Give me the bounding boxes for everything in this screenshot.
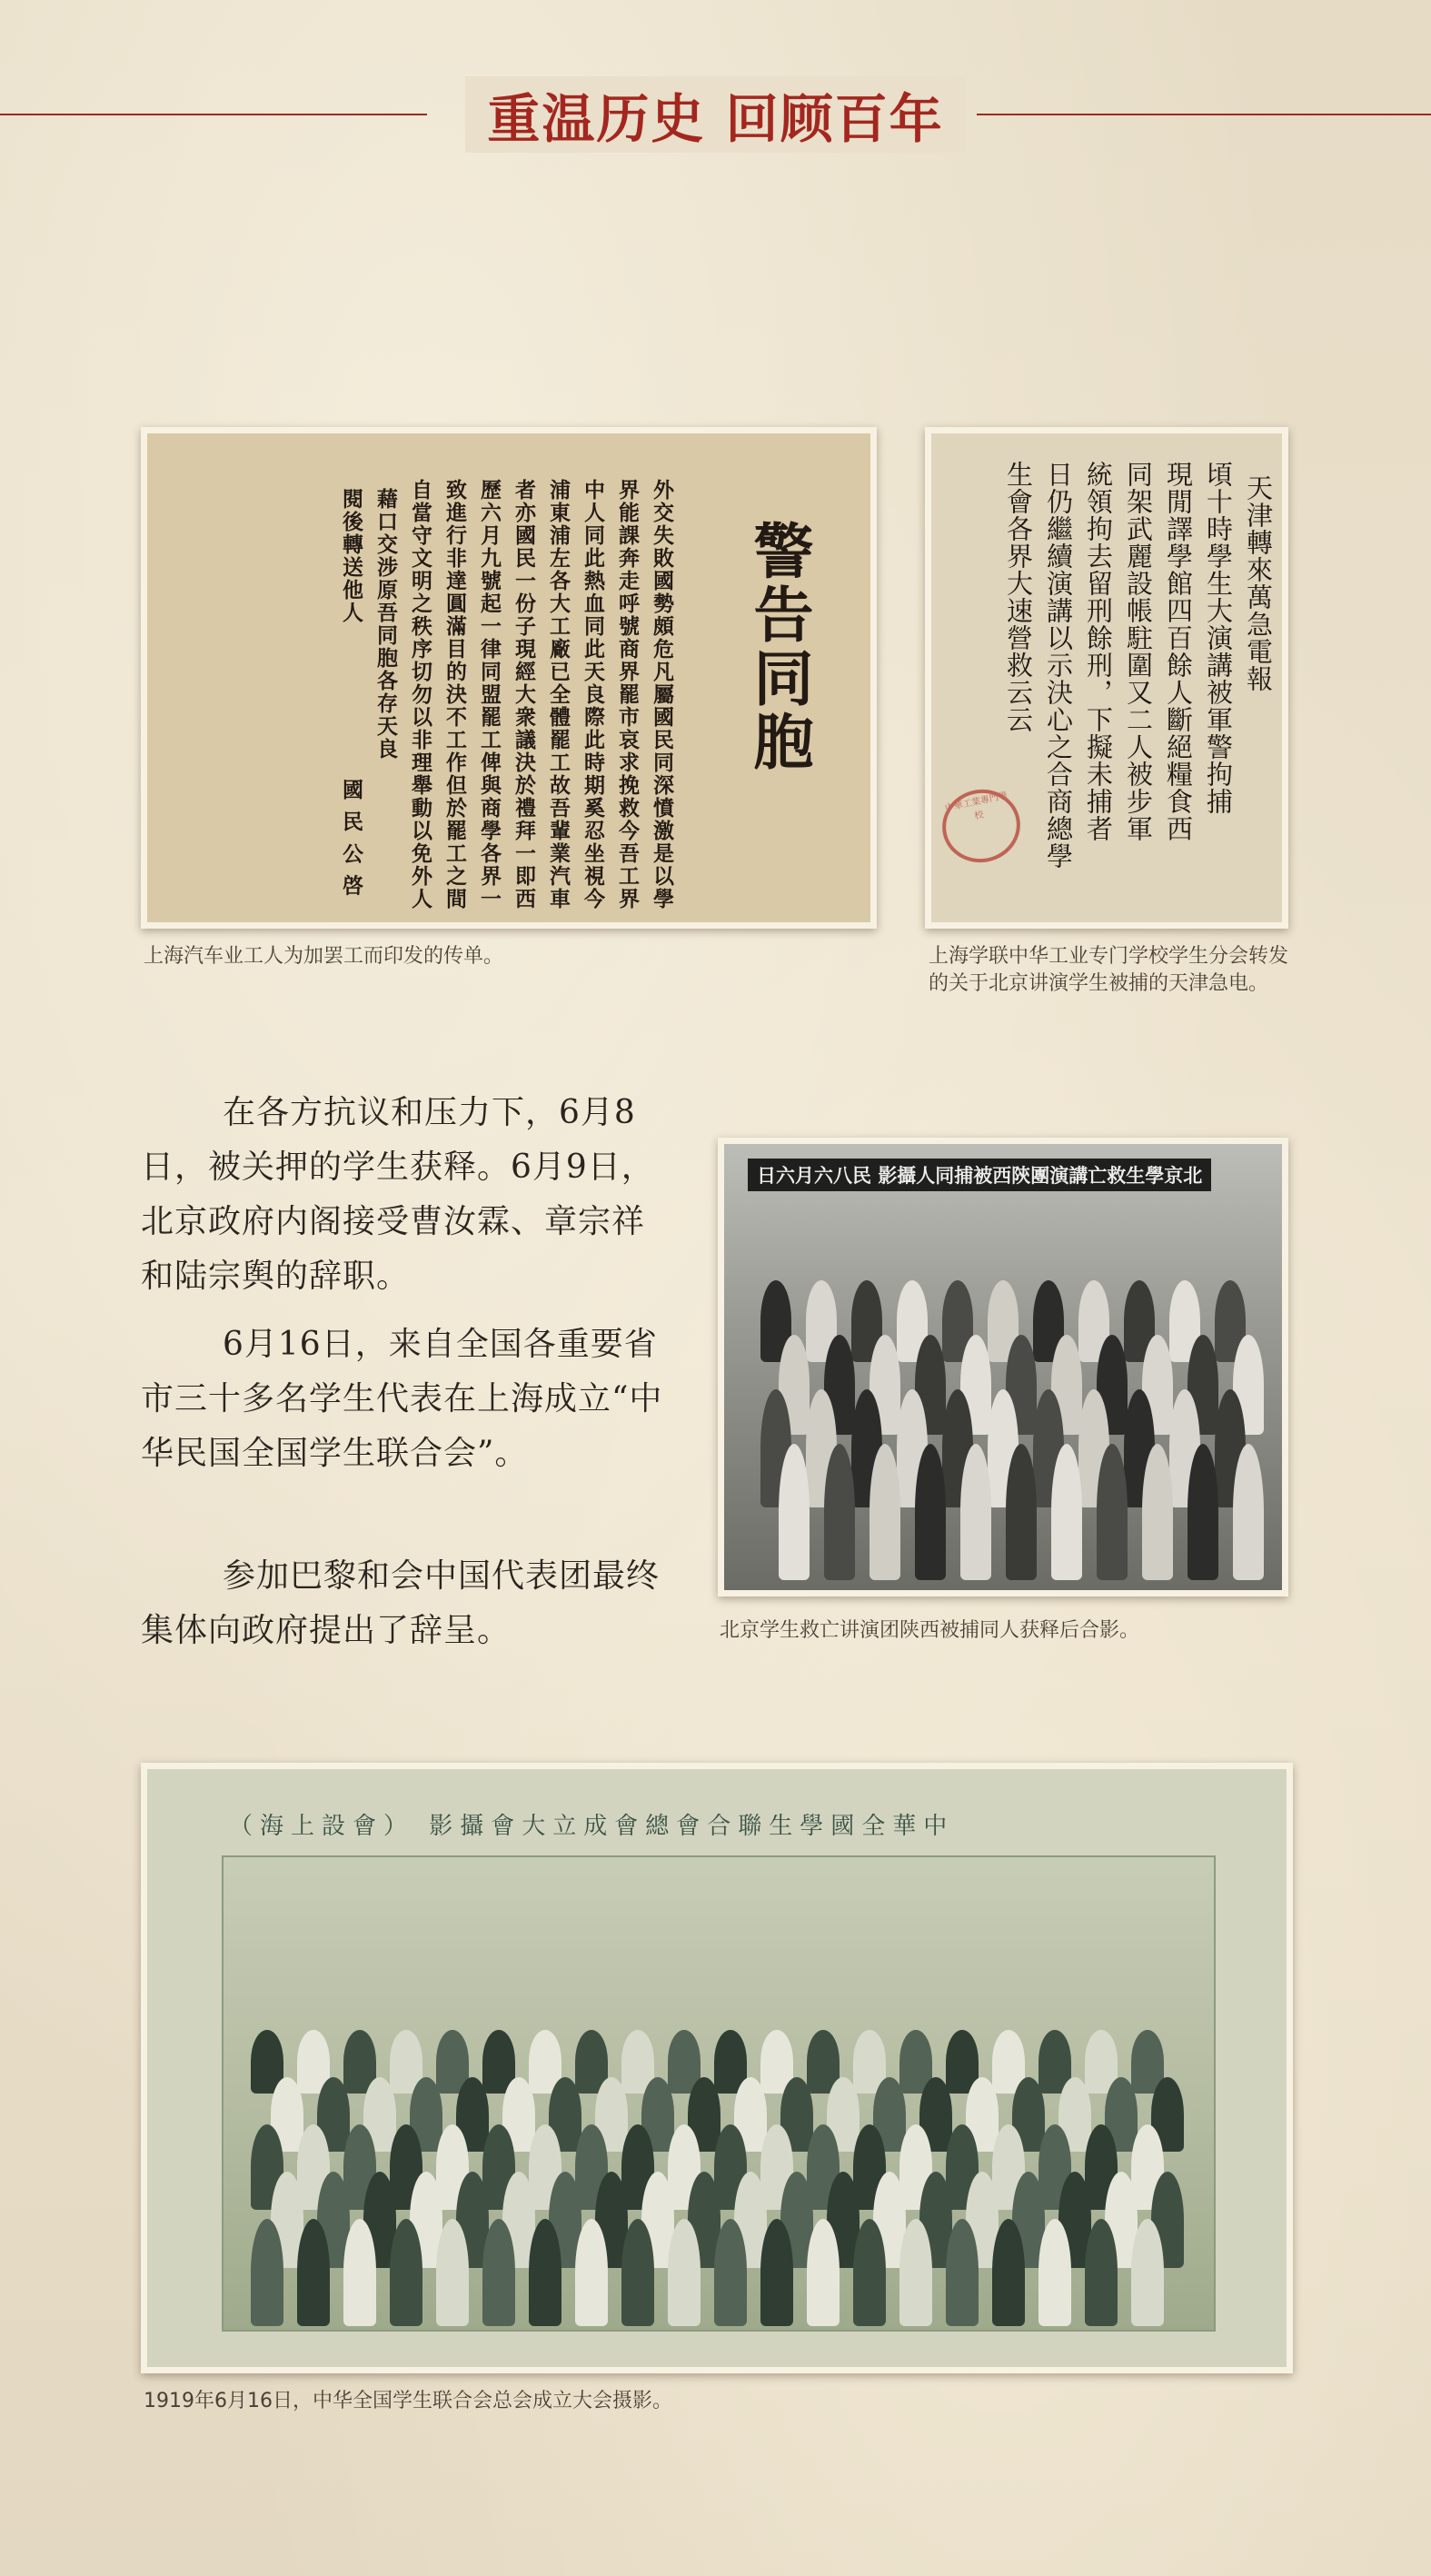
group-photo-beijing (718, 1138, 1288, 1596)
photo-figure (482, 2219, 515, 2326)
photo-figure (779, 1444, 810, 1580)
photo-figure (251, 2219, 283, 2326)
photo-figure (1006, 1444, 1037, 1580)
photo-figure (1038, 2219, 1071, 2326)
leaflet-column: 歷六月九號起一律同盟罷工俾與商學各界一 (477, 479, 502, 910)
photo-figure (297, 2219, 330, 2326)
photo-figure (575, 2219, 608, 2326)
photo-figure (1051, 1444, 1082, 1580)
photo-figure (1097, 1444, 1128, 1580)
leaflet-column: 閱後轉送他人 (339, 488, 363, 624)
photo-figure (1233, 1444, 1264, 1580)
leaflet-column: 中人同此熱血同此天良際此時期奚忍坐視今 (581, 479, 605, 910)
photo-figure (343, 2219, 376, 2326)
photo-figure (1142, 1444, 1173, 1580)
photo-figure (760, 2219, 793, 2326)
photo-figure (899, 2219, 932, 2326)
telegram-column: 同架武麗設帳駐圍又二人被步軍 (1123, 461, 1154, 842)
leaflet-photo (141, 427, 877, 929)
group-photo-union-caption: 1919年6月16日，中华全国学生联合会总会成立大会摄影。 (144, 2390, 672, 2412)
telegram-column: 生會各界大速營救云云 (1003, 461, 1034, 733)
leaflet-column: 浦東浦左各大工廠已全體罷工故吾輩業汽車 (546, 479, 571, 910)
photo-banner-text: 北京學生救亡講演團陝西被捕同人攝影 民八六月六日 (748, 1159, 1211, 1191)
photo-figure (992, 2219, 1025, 2326)
telegram-column: 頃十時學生大演講被軍警拘捕 (1203, 461, 1234, 815)
leaflet-title: 警告同胞 (743, 520, 814, 774)
photo-figure (436, 2219, 469, 2326)
photo-figure (807, 2219, 840, 2326)
telegram-column: 現閒譯學館四百餘人斷絕糧食西 (1163, 461, 1194, 842)
leaflet-column: 藉口交涉原吾同胞各存天良 (373, 488, 398, 761)
leaflet-column: 者亦國民一份子現經大衆議決於禮拜一即西 (512, 479, 536, 910)
photo-figure (960, 1444, 991, 1580)
telegram-photo (925, 427, 1288, 929)
leaflet-column: 自當守文明之秩序切勿以非理舉動以免外人 (408, 479, 432, 910)
page-title: 重温历史 回顾百年 (0, 76, 1431, 153)
body-paragraph-1: 在各方抗议和压力下，6月8日，被关押的学生获释。6月9日，北京政府内阁接受曹汝霖、章宗祥和陆宗舆的辞职。 (141, 1094, 655, 1295)
body-paragraph-2: 6月16日，来自全国各重要省市三十多名学生代表在上海成立“中华民国全国学生联合会”。 (141, 1326, 663, 1472)
photo-figure (390, 2219, 422, 2326)
photo-figure (529, 2219, 561, 2326)
union-photo-scene (222, 1855, 1216, 2332)
leaflet-column: 致進行非達圓滿目的決不工作但於罷工之間 (442, 479, 467, 910)
group-photo-beijing-image (724, 1144, 1282, 1590)
photo-figure (870, 1444, 900, 1580)
leaflet-column: 界能課奔走呼號商界罷市哀求挽救今吾工界 (615, 479, 640, 910)
telegram-column: 統領拘去留刑餘刑，下擬未捕者 (1083, 461, 1114, 842)
group-photo-beijing-caption: 北京学生救亡讲演团陕西被捕同人获释后合影。 (720, 1619, 1140, 1642)
photo-figure (714, 2219, 747, 2326)
telegram-caption: 上海学联中华工业专门学校学生分会转发的关于北京讲演学生被捕的天津急电。 (929, 945, 1289, 995)
group-photo-union-image (147, 1769, 1287, 2367)
photo-figure (1188, 1444, 1218, 1580)
group-photo-union (141, 1763, 1293, 2373)
leaflet-document (147, 433, 870, 922)
union-photo-title: 中華全國學生聯合會總會成立大會攝影 （會設上海） (229, 1813, 955, 1840)
photo-figure (915, 1444, 946, 1580)
photo-figure (824, 1444, 855, 1580)
photo-figure (668, 2219, 701, 2326)
photo-figure (621, 2219, 654, 2326)
photo-figure (946, 2219, 979, 2326)
photo-figure (1085, 2219, 1118, 2326)
red-seal-stamp: 中華工業專門學校 (936, 782, 1028, 870)
telegram-column: 日仍繼續演講以示決心之合商總學 (1043, 461, 1074, 870)
telegram-document (931, 433, 1282, 922)
leaflet-column: 外交失敗國勢頗危凡屬國民同深憤激是以學 (650, 479, 674, 910)
body-paragraph-3: 参加巴黎和会中国代表团最终集体向政府提出了辞呈。 (141, 1557, 661, 1649)
leaflet-signature: 國 民 公 啓 (339, 779, 363, 898)
leaflet-caption: 上海汽车业工人为加罢工而印发的传单。 (144, 945, 504, 968)
telegram-column: 天津轉來萬急電報 (1243, 474, 1274, 692)
photo-figure (1131, 2219, 1164, 2326)
photo-figure (853, 2219, 886, 2326)
